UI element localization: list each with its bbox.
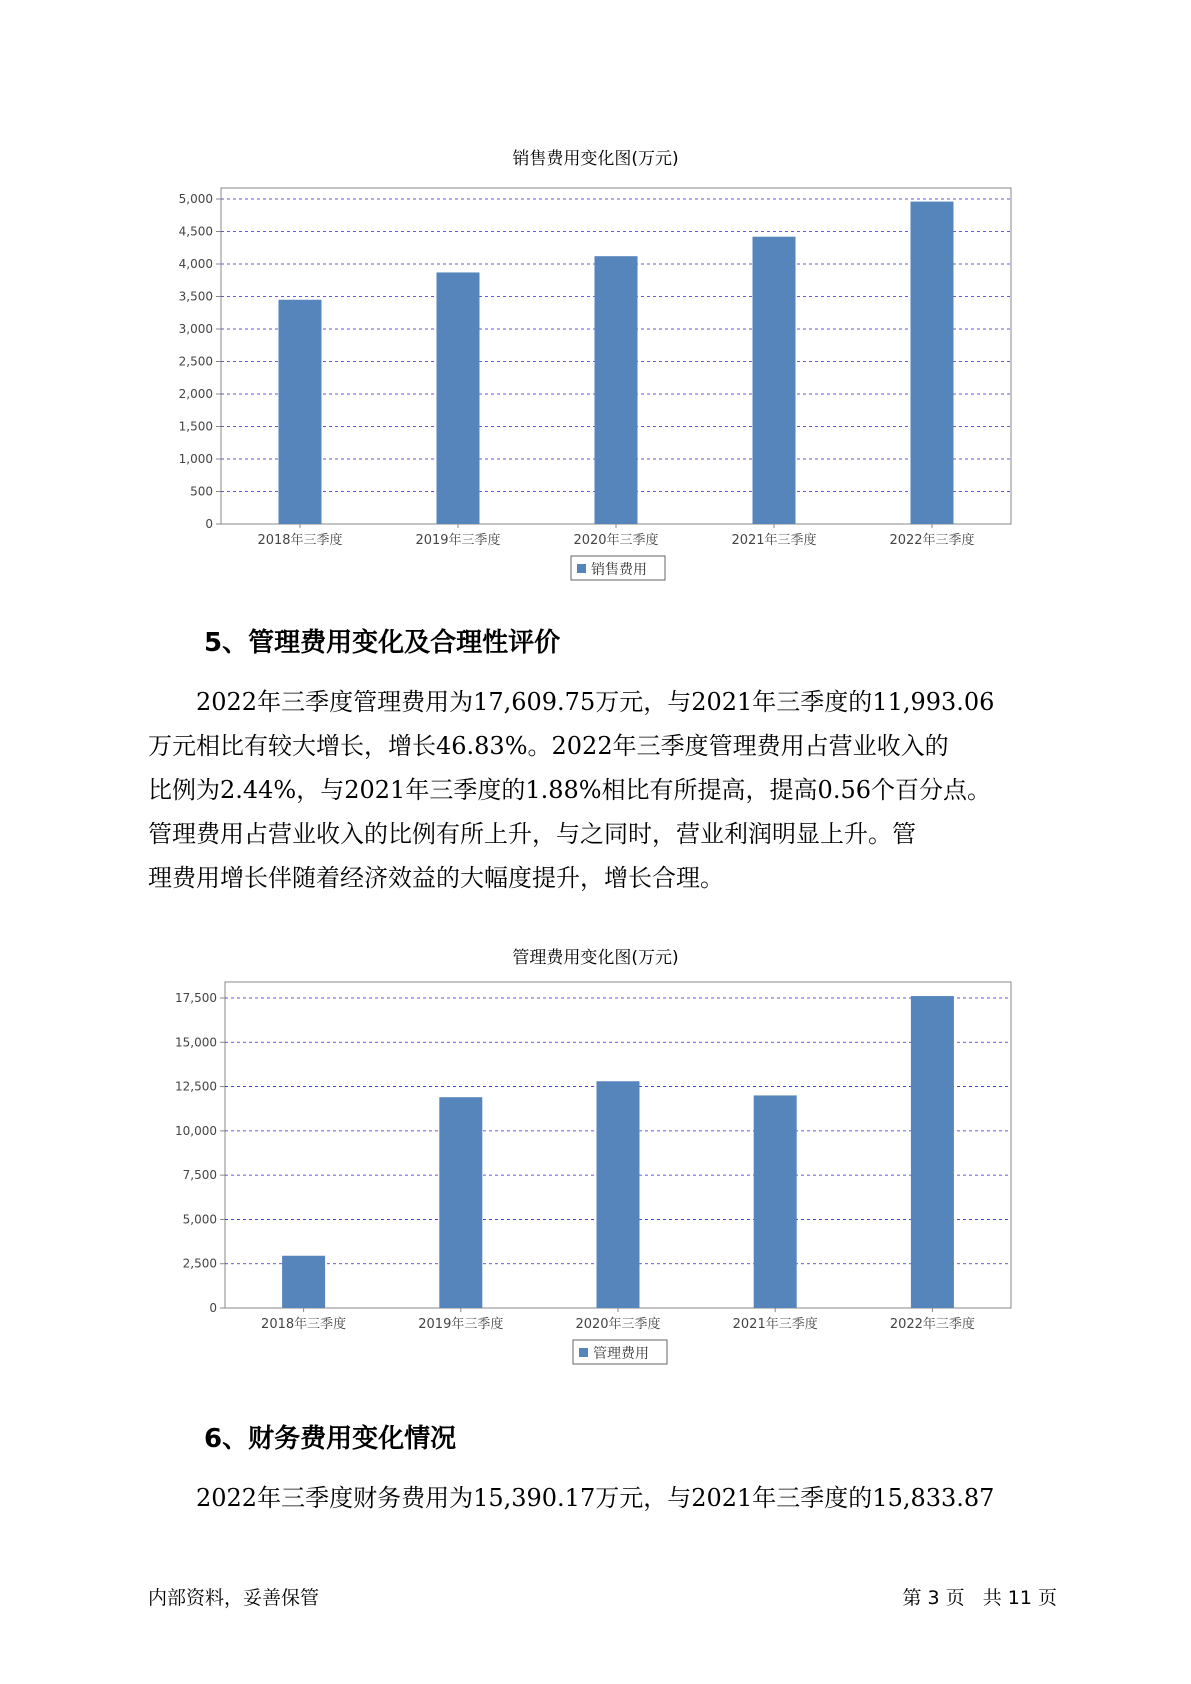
x-tick-label: 2020年三季度 (573, 533, 659, 548)
legend-swatch (577, 564, 586, 573)
x-tick-label: 2021年三季度 (731, 533, 817, 548)
bar (282, 1256, 325, 1308)
y-tick-label: 5,000 (178, 192, 213, 206)
section5-heading: 5、管理费用变化及合理性评价 (204, 628, 561, 658)
y-tick-label: 0 (205, 517, 213, 531)
bar (911, 202, 954, 524)
y-tick-label: 2,500 (178, 354, 213, 369)
y-tick-label: 2,000 (178, 387, 213, 401)
bar (911, 996, 954, 1308)
y-tick-label: 4,000 (178, 257, 213, 271)
x-tick-label: 2018年三季度 (261, 1317, 347, 1332)
x-tick-label: 2022年三季度 (889, 533, 975, 548)
bar (753, 237, 796, 524)
y-tick-label: 3,000 (178, 322, 213, 336)
x-tick-label: 2019年三季度 (415, 533, 501, 548)
y-tick-label: 7,500 (182, 1168, 217, 1183)
y-tick-label: 15,000 (175, 1035, 217, 1050)
y-tick-label: 17,500 (175, 991, 217, 1005)
section6-paragraph (148, 1476, 1080, 1520)
legend-label: 管理费用 (593, 1346, 649, 1362)
bar (439, 1097, 482, 1308)
sales-expense-chart-title: 销售费用变化图(万元) (512, 149, 679, 169)
x-tick-label: 2019年三季度 (418, 1317, 504, 1332)
paragraph-line: 管理费用占营业收入的比例有所上升，与之同时，营业利润明显上升。管 (148, 820, 916, 848)
paragraph-line: 比例为2.44%，与2021年三季度的1.88%相比有所提高，提高0.56个百分点。 (148, 776, 991, 804)
section6-heading: 6、财务费用变化情况 (204, 1424, 457, 1454)
x-tick-label: 2018年三季度 (257, 533, 343, 548)
y-tick-label: 2,500 (182, 1256, 217, 1271)
bar (437, 272, 480, 524)
y-tick-label: 4,500 (178, 224, 213, 239)
x-tick-label: 2020年三季度 (575, 1317, 661, 1332)
bar (595, 256, 638, 524)
y-tick-label: 3,500 (178, 289, 213, 304)
sales-expense-chart (0, 170, 1191, 590)
bar (279, 300, 322, 524)
admin-expense-chart-title: 管理费用变化图(万元) (512, 948, 679, 968)
y-tick-label: 500 (190, 484, 213, 499)
y-tick-label: 10,000 (175, 1123, 217, 1138)
bar (597, 1081, 640, 1308)
x-tick-label: 2022年三季度 (889, 1317, 975, 1332)
y-tick-label: 12,500 (175, 1079, 217, 1094)
y-tick-label: 0 (209, 1301, 217, 1315)
legend-label: 销售费用 (591, 562, 647, 578)
bar (754, 1095, 797, 1308)
paragraph-line: 理费用增长伴随着经济效益的大幅度提升，增长合理。 (148, 864, 724, 892)
x-tick-label: 2021年三季度 (732, 1317, 818, 1332)
paragraph-line: 2022年三季度管理费用为17,609.75万元，与2021年三季度的11,993.06 (196, 688, 995, 716)
section5-paragraph (148, 680, 1080, 900)
y-tick-label: 5,000 (182, 1212, 217, 1227)
y-tick-label: 1,000 (178, 452, 213, 466)
paragraph-line: 2022年三季度财务费用为15,390.17万元，与2021年三季度的15,833.87 (196, 1484, 995, 1512)
footer-confidential-note: 内部资料，妥善保管 (148, 1587, 320, 1609)
y-tick-label: 1,500 (178, 419, 213, 434)
admin-expense-chart (0, 970, 1191, 1390)
footer-page-number: 第 3 页 共 11 页 (902, 1587, 1057, 1609)
legend-swatch (579, 1348, 588, 1357)
paragraph-line: 万元相比有较大增长，增长46.83%。2022年三季度管理费用占营业收入的 (148, 732, 949, 760)
